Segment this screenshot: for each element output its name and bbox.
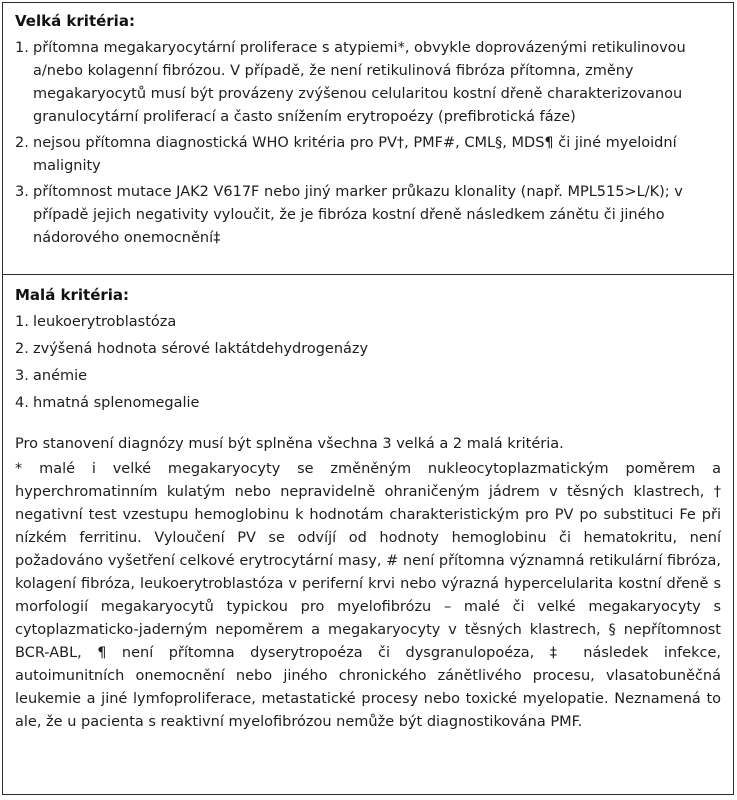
diagnosis-criteria-note: Pro stanovení diagnózy musí být splněna všechna 3 velká a 2 malá kritéria. [15,436,564,452]
minor-criteria-heading: Malá kritéria: [15,286,130,304]
major-criteria-heading: Velká kritéria: [15,12,135,30]
minor-criteria-section [3,274,733,794]
minor-criterion-1 [15,311,721,334]
minor-criterion-4 [15,392,721,415]
criterion-text: anémie [33,368,88,384]
minor-criterion-2 [15,338,721,361]
criterion-text: přítomnost mutace JAK2 V617F nebo jiný marker průkazu klonality (např. MPL515>L/K); v případě jejich negativity vyloučit, že je fibróza kostní dřeně následkem zánětu či jiného nádorového onemocnění‡ [33,184,683,246]
criterion-number: 2. [15,135,29,151]
minor-criteria-list [15,311,721,415]
criterion-text: nejsou přítomna diagnostická WHO kritéria pro PV†, PMF#, CML§, MDS¶ či jiné myeloidní malignity [33,135,677,174]
criterion-number: 1. [15,40,29,56]
minor-criterion-3 [15,365,721,388]
criterion-number: 1. [15,314,29,330]
major-criterion-3 [15,181,721,250]
major-criteria-section [3,3,733,274]
criterion-number: 3. [15,184,29,200]
major-criteria-list [15,37,721,250]
criterion-text: leukoerytroblastóza [33,314,177,330]
criterion-text: hmatná splenomegalie [33,395,200,411]
criterion-text: zvýšená hodnota sérové laktátdehydrogenázy [33,341,369,357]
footnotes-text: * malé i velké megakaryocyty se změněným nukleocytoplazmatickým poměrem a hyperchromatinním kulatým nebo nepravidelně ohraničeným jádrem v těsných klastrech, † negativní test vzestupu hemoglobinu k hodnotám charakteristickým pro PV po substituci Fe při nízkém ferritinu. Vyloučení PV se odvíjí od hodnoty hemoglobinu či hematokritu, není požadováno vyšetření celkové erytrocytární masy, # není přítomna významná retikulární fibróza, kolagení fibróza, leukoerytroblastóza v periferní krvi nebo výrazná hypercelularita kostní dřeně s morfologií megakaryocytů typickou pro myelofibrózu – malé či velké megakaryocyty s cytoplazmaticko-jaderným nepoměrem a megakaryocyty v těsných klastrech, § nepřítomnost BCR-ABL, ¶ není přítomna dyserytropoéza či dysgranulopoéza, ‡ následek infekce, autoimunitních onemocnění nebo jiného chronického zánětlivého procesu, vlasatobuněčná leukemie a jiné lymfoproliferace, metastatické procesy nebo toxické myelopatie. Neznamená to ale, že u pacienta s reaktivní myelofibrózou nemůže být diagnostikována PMF. [15,461,721,730]
criterion-number: 3. [15,368,29,384]
major-criterion-2 [15,132,721,178]
criteria-table [2,2,734,795]
criterion-number: 2. [15,341,29,357]
footnotes [15,458,721,734]
major-criterion-1 [15,37,721,129]
criterion-number: 4. [15,395,29,411]
criterion-text: přítomna megakaryocytární proliferace s atypiemi*, obvykle doprovázenými retikulinovou a/nebo kolagenní fibrózou. V případě, že není retikulinová fibróza přítomna, změny megakaryocytů musí být provázeny zvýšenou celularitou kostní dřeně charakterizovanou granulocytární proliferací a často snížením erytropoézy (prefibrotická fáze) [33,40,686,125]
